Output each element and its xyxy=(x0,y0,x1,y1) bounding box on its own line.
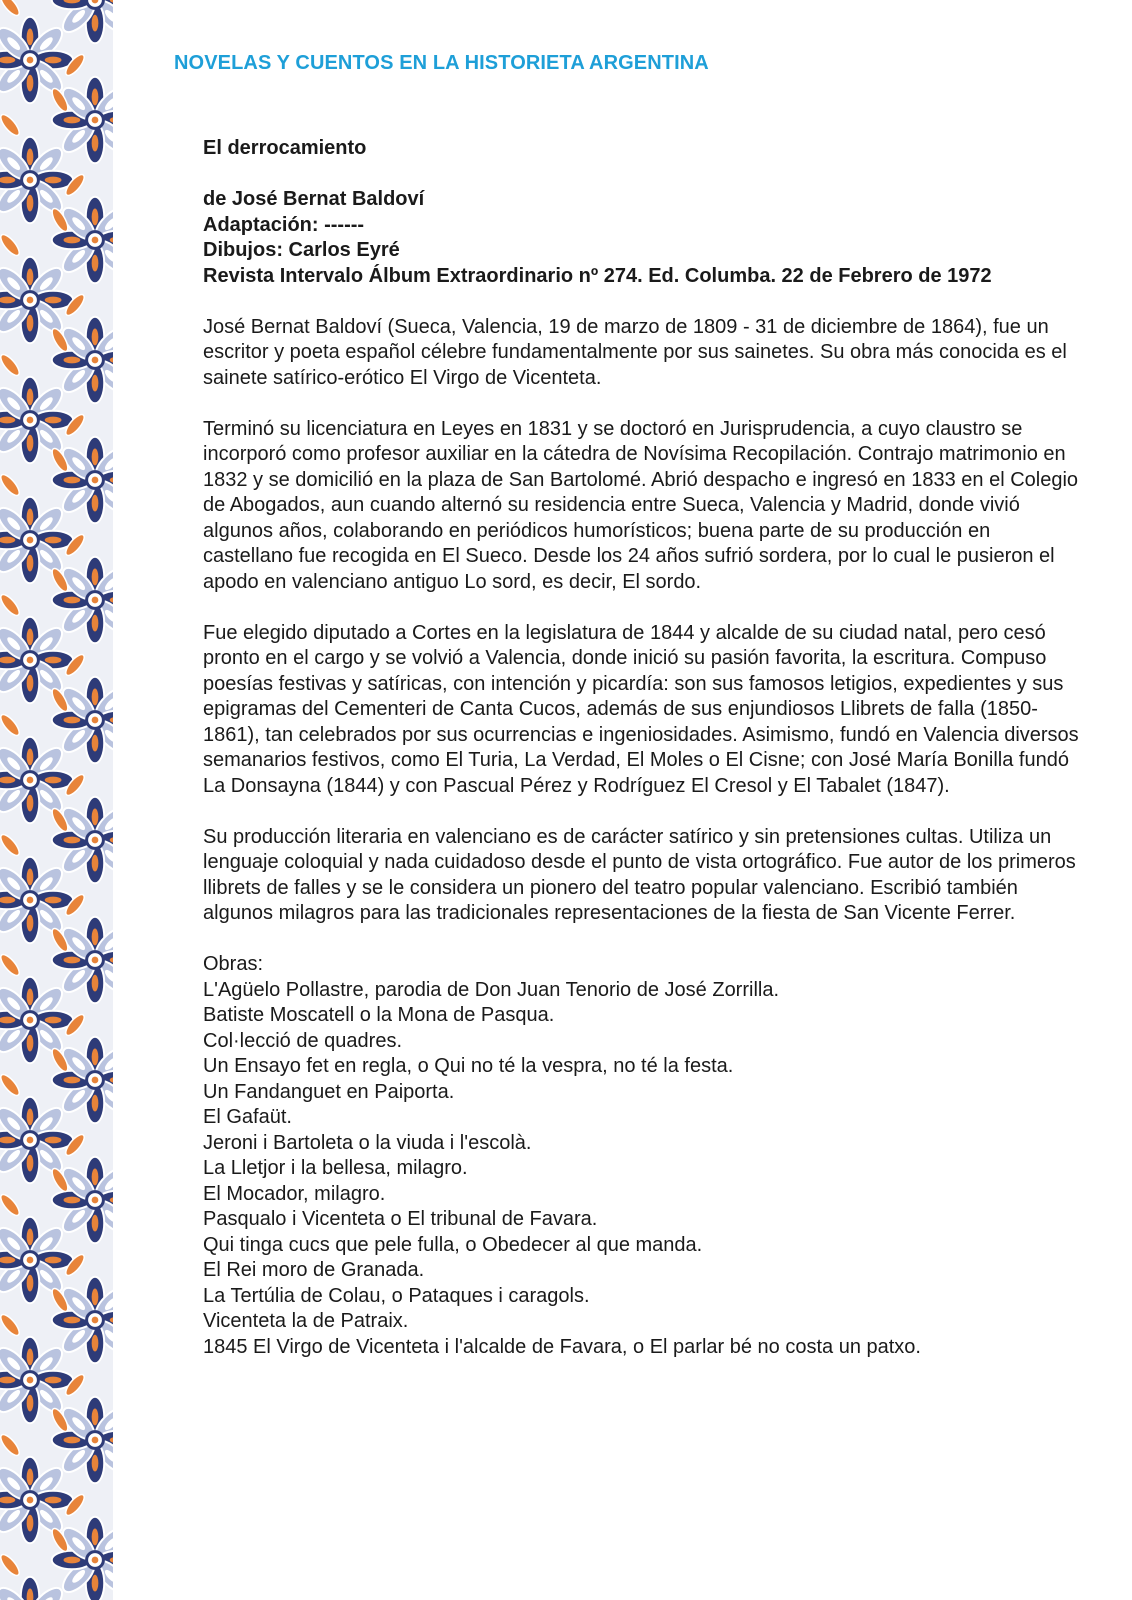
flower-ornament xyxy=(0,977,73,1064)
works-heading: Obras: xyxy=(203,953,264,975)
list-item: 1845 El Virgo de Vicenteta i l'alcalde de Favara, o El parlar bé no costa un patxo. xyxy=(203,1335,921,1358)
flower-ornament xyxy=(0,737,73,824)
list-item: El Rei moro de Granada. xyxy=(203,1259,425,1281)
paragraph-intro: José Bernat Baldoví (Sueca, Valencia, 19 de marzo de 1809 - 31 de diciembre de 1864), fue un escritor y poeta español célebre fundamentalmente por sus sainetes. Su obra más conocida es el sainete satírico-erótico El Virgo de Vicenteta. xyxy=(203,315,1067,389)
article-body xyxy=(203,136,1083,1360)
list-item: Vicenteta la de Patraix. xyxy=(203,1310,409,1332)
credit-drawings: Dibujos: Carlos Eyré xyxy=(203,239,400,261)
page-header: NOVELAS Y CUENTOS EN LA HISTORIETA ARGENTINA xyxy=(174,52,709,74)
leaf-ornament xyxy=(0,952,22,978)
credit-author: de José Bernat Baldoví xyxy=(203,188,425,210)
leaf-ornament xyxy=(0,472,22,498)
decorative-floral-border xyxy=(0,0,113,1600)
leaf-ornament xyxy=(0,832,22,858)
flower-ornament xyxy=(0,137,73,224)
flower-ornament xyxy=(0,1097,73,1184)
list-item: Pasqualo i Vicenteta o El tribunal de Favara. xyxy=(203,1208,598,1230)
leaf-ornament xyxy=(0,352,22,378)
paragraph-career: Terminó su licenciatura en Leyes en 1831 y se doctoró en Jurisprudencia, a cuyo claustro se incorporó como profesor auxiliar en la cátedra de Novísima Recopilación. Contrajo matrimonio en 1832 y se domicilió en la plaza de San Bartolomé. Abrió despacho e ingresó en 1833 en el Colegio de Abogados, aun cuando alternó su residencia entre Sueca, Valencia y Madrid, donde vivió algunos años, colaborando en periódicos humorísticos; buena parte de su producción en castellano fue recogida en El Sueco. Desde los 24 años sufrió sordera, por lo cual le pusieron el apodo en valenciano antiguo Lo sord, es decir, El sordo. xyxy=(203,417,1079,593)
list-item: La Tertúlia de Colau, o Pataques i caragols. xyxy=(203,1284,590,1307)
list-item: Jeroni i Bartoleta o la viuda i l'escolà. xyxy=(203,1131,532,1154)
leaf-ornament xyxy=(0,1432,22,1458)
leaf-ornament xyxy=(0,232,22,258)
paragraph-literature: Su producción literaria en valenciano es de carácter satírico y sin pretensiones cultas. Utiliza un lenguaje coloquial y nada cuidadoso desde el punto de vista ortográfico. Fue autor de los primeros llibrets de falles y se le considera un pionero del teatro popular valenciano. Escribió también algunos milagros para las tradicionales representaciones de la fiesta de San Vicente Ferrer. xyxy=(203,825,1076,924)
leaf-ornament xyxy=(0,592,22,618)
list-item: L'Agüelo Pollastre, parodia de Don Juan Tenorio de José Zorrilla. xyxy=(203,978,780,1001)
credit-publication: Revista Intervalo Álbum Extraordinario nº 274. Ed. Columba. 22 de Febrero de 1972 xyxy=(203,264,992,287)
article-title: El derrocamiento xyxy=(203,137,367,159)
leaf-ornament xyxy=(0,1312,22,1338)
flower-ornament xyxy=(0,1337,73,1424)
floral-pattern xyxy=(0,0,113,1600)
paragraph-politics: Fue elegido diputado a Cortes en la legislatura de 1844 y alcalde de su ciudad natal, pero cesó pronto en el cargo y se volvió a Valencia, donde inició su pasión favorita, la escritura. Compuso poesías festivas y satíricas, con intención y picardía: son sus famosos letigios, expedientes y sus epigramas del Cementeri de Canta Cucos, además de sus enjundiosos Llibrets de falla (1850-1861), tan celebrados por sus ocurrencias e ingeniosidades. Asimismo, fundó en Valencia diversos semanarios festivos, como El Turia, La Verdad, El Moles o El Cisne; con José María Bonilla fundó La Donsayna (1844) y con Pascual Pérez y Rodríguez El Cresol y El Tabalet (1847). xyxy=(203,621,1079,797)
flower-ornament xyxy=(0,257,73,344)
list-item: Col·lecció de quadres. xyxy=(203,1029,402,1052)
flower-ornament xyxy=(0,617,73,704)
list-item: Un Fandanguet en Paiporta. xyxy=(203,1080,455,1103)
list-item: Un Ensayo fet en regla, o Qui no té la vespra, no té la festa. xyxy=(203,1055,734,1077)
leaf-ornament xyxy=(0,1552,22,1578)
flower-ornament xyxy=(0,857,73,944)
list-item: El Mocador, milagro. xyxy=(203,1182,386,1205)
leaf-ornament xyxy=(0,712,22,738)
list-item: El Gafaüt. xyxy=(203,1106,292,1128)
works-list xyxy=(203,952,1083,1360)
flower-ornament xyxy=(0,1217,73,1304)
list-item: Batiste Moscatell o la Mona de Pasqua. xyxy=(203,1004,555,1026)
credit-adaptation: Adaptación: ------ xyxy=(203,213,365,236)
leaf-ornament xyxy=(0,1192,22,1218)
flower-ornament xyxy=(0,497,73,584)
list-item: La Lletjor i la bellesa, milagro. xyxy=(203,1157,468,1179)
flower-ornament xyxy=(0,1457,73,1544)
leaf-ornament xyxy=(0,1072,22,1098)
leaf-ornament xyxy=(0,0,22,18)
article-credits xyxy=(203,187,1083,289)
leaf-ornament xyxy=(0,112,22,138)
flower-ornament xyxy=(0,377,73,464)
flower-ornament xyxy=(0,17,73,104)
list-item: Qui tinga cucs que pele fulla, o Obedecer al que manda. xyxy=(203,1233,703,1256)
